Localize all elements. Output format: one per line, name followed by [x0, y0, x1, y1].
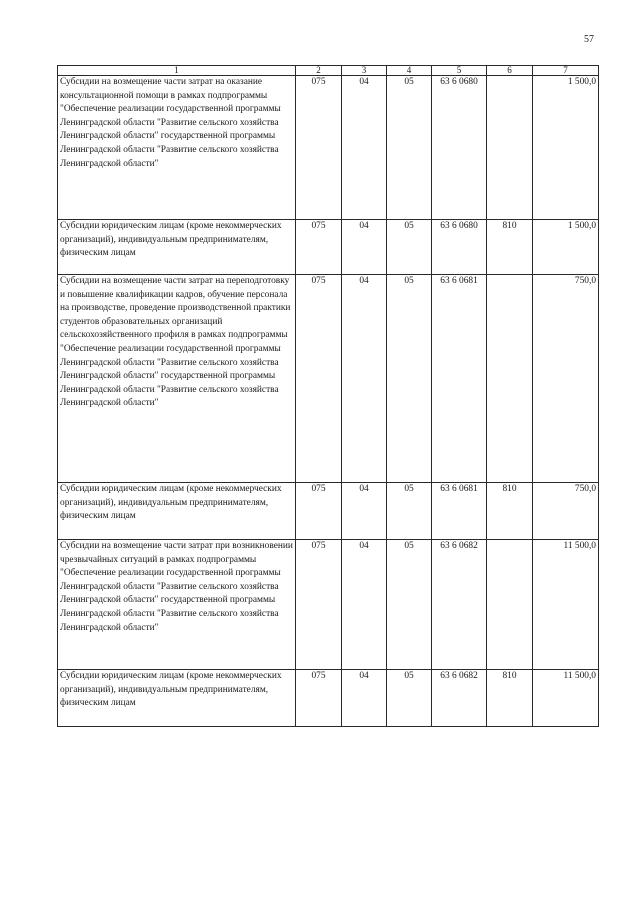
- amount: 11 500,0: [533, 540, 599, 670]
- expense-type-code: 810: [487, 483, 533, 540]
- target-item-code: 63 6 0681: [432, 275, 487, 483]
- subsection-code: 05: [387, 670, 432, 727]
- table-row: [58, 483, 599, 540]
- target-item-code: 63 6 0682: [432, 670, 487, 727]
- row-description: Субсидии юридическим лицам (кроме некоммерческих организаций), индивидуальным предпринимателям, физическим лицам: [58, 220, 296, 275]
- row-description: Субсидии юридическим лицам (кроме некоммерческих организаций), индивидуальным предпринимателям, физическим лицам: [58, 670, 296, 727]
- budget-table: [57, 65, 599, 727]
- header-cell: 3: [342, 66, 387, 76]
- amount: 11 500,0: [533, 670, 599, 727]
- target-item-code: 63 6 0681: [432, 483, 487, 540]
- target-item-code: 63 6 0682: [432, 540, 487, 670]
- table-row: [58, 540, 599, 670]
- page-number: 57: [584, 34, 594, 45]
- ministry-code: 075: [296, 483, 342, 540]
- table-row: [58, 670, 599, 727]
- table-row: [58, 220, 599, 275]
- row-description: Субсидии юридическим лицам (кроме некоммерческих организаций), индивидуальным предпринимателям, физическим лицам: [58, 483, 296, 540]
- header-row: [58, 66, 599, 76]
- amount: 1 500,0: [533, 220, 599, 275]
- target-item-code: 63 6 0680: [432, 76, 487, 220]
- ministry-code: 075: [296, 220, 342, 275]
- ministry-code: 075: [296, 76, 342, 220]
- row-description: Субсидии на возмещение части затрат на оказание консультационной помощи в рамках подпрограммы "Обеспечение реализации государственной программы Ленинградской области "Развитие сельского хозяйства Ленинградской области" государственной программы Ленинградской области "Развитие сельского хозяйства Ленинградской области": [58, 76, 296, 220]
- subsection-code: 05: [387, 76, 432, 220]
- section-code: 04: [342, 220, 387, 275]
- section-code: 04: [342, 670, 387, 727]
- subsection-code: 05: [387, 540, 432, 670]
- expense-type-code: [487, 540, 533, 670]
- header-cell: 7: [533, 66, 599, 76]
- row-description: Субсидии на возмещение части затрат на переподготовку и повышение квалификации кадров, обучение персонала на производстве, проведение производственной практики студентов образовательных организаций сельскохозяйственного профиля в рамках подпрограммы "Обеспечение реализации государственной программы Ленинградской области "Развитие сельского хозяйства Ленинградской области" государственной программы Ленинградской области "Развитие сельского хозяйства Ленинградской области": [58, 275, 296, 483]
- section-code: 04: [342, 76, 387, 220]
- expense-type-code: 810: [487, 220, 533, 275]
- expense-type-code: [487, 275, 533, 483]
- row-description: Субсидии на возмещение части затрат при возникновении чрезвычайных ситуаций в рамках подпрограммы "Обеспечение реализации государственной программы Ленинградской области "Развитие сельского хозяйства Ленинградской области" государственной программы Ленинградской области "Развитие сельского хозяйства Ленинградской области": [58, 540, 296, 670]
- ministry-code: 075: [296, 275, 342, 483]
- header-cell: 2: [296, 66, 342, 76]
- ministry-code: 075: [296, 670, 342, 727]
- table-row: [58, 275, 599, 483]
- header-cell: 6: [487, 66, 533, 76]
- expense-type-code: 810: [487, 670, 533, 727]
- section-code: 04: [342, 540, 387, 670]
- section-code: 04: [342, 275, 387, 483]
- subsection-code: 05: [387, 275, 432, 483]
- ministry-code: 075: [296, 540, 342, 670]
- amount: 750,0: [533, 275, 599, 483]
- table-row: [58, 76, 599, 220]
- header-cell: 1: [58, 66, 296, 76]
- expense-type-code: [487, 76, 533, 220]
- subsection-code: 05: [387, 483, 432, 540]
- header-cell: 4: [387, 66, 432, 76]
- amount: 750,0: [533, 483, 599, 540]
- target-item-code: 63 6 0680: [432, 220, 487, 275]
- amount: 1 500,0: [533, 76, 599, 220]
- header-cell: 5: [432, 66, 487, 76]
- subsection-code: 05: [387, 220, 432, 275]
- section-code: 04: [342, 483, 387, 540]
